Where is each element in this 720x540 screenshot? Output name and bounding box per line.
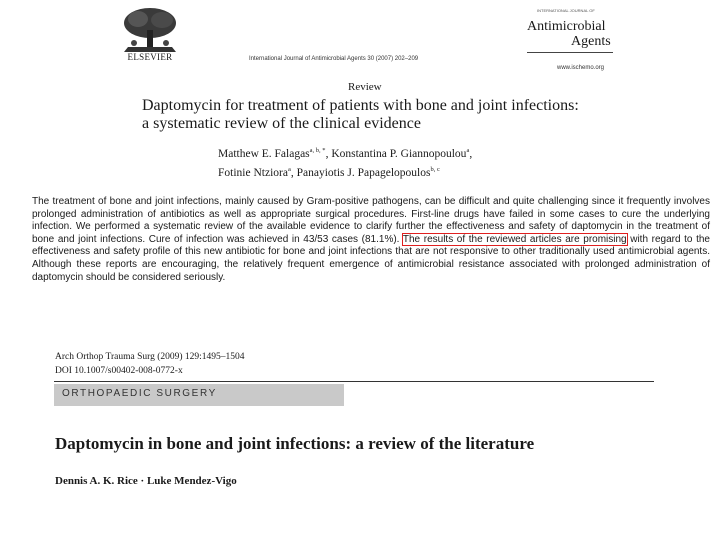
affiliation-mark: a, b, * bbox=[309, 147, 326, 154]
journal-citation: International Journal of Antimicrobial Agents 30 (2007) 202–209 bbox=[249, 56, 419, 62]
author-name: , Konstantina P. Giannopoulou bbox=[325, 147, 467, 160]
article-title-line1: Daptomycin for treatment of patients with bone and joint infections: bbox=[142, 97, 579, 114]
author-name: , Panayiotis J. Papagelopoulos bbox=[290, 166, 431, 179]
author-list bbox=[218, 143, 472, 181]
affiliation-mark: b, c bbox=[430, 165, 440, 173]
journal-masthead-line1: Antimicrobial bbox=[527, 19, 606, 34]
highlighted-phrase: The results of the reviewed articles are promising bbox=[402, 233, 627, 245]
publisher-name: ELSEVIER bbox=[127, 52, 173, 62]
second-article-doi: DOI 10.1007/s00402-008-0772-x bbox=[55, 366, 183, 376]
journal-website: www.ischemo.org bbox=[557, 65, 605, 71]
affiliation-mark: a bbox=[287, 165, 291, 173]
abstract-part1: The treatment of bone and joint infections, mainly caused by Gram-positive pathogens, can be difficult and quite challenging since it frequently involves prolonged administration of antibiotics as well as appropriate surgical procedures. First-line drugs have failed in some cases to cure the underlying infection. We performed a systematic review of the available evidence to clarify further the effectiveness and safety of daptomycin in the treatment of bone and joint infections. Cure of infection was achieved in 43/53 cases (81.1%). bbox=[32, 196, 710, 245]
article-title bbox=[142, 97, 579, 133]
article-title-line2: a systematic review of the clinical evidence bbox=[142, 115, 421, 132]
author-name: Matthew E. Falagas bbox=[218, 147, 310, 160]
abstract-part2: with regard to the effectiveness and safety profile of this new antibiotic for bone and joint infections that are not responsive to other traditionally used antimicrobial agents. Although these reports are encouraging, the relatively frequent emergence of antimicrobial resistance associated with prolonged administration of daptomycin should be considered seriously. bbox=[32, 233, 710, 283]
journal-masthead-line2: Agents bbox=[571, 34, 611, 49]
author-name: Fotinie Ntziora bbox=[218, 166, 288, 179]
second-article-authors: Dennis A. K. Rice · Luke Mendez-Vigo bbox=[55, 475, 237, 487]
abstract-text bbox=[32, 196, 710, 284]
section-banner-label: ORTHOPAEDIC SURGERY bbox=[62, 388, 217, 399]
article-type: Review bbox=[348, 81, 382, 93]
author-line2 bbox=[218, 162, 472, 181]
author-line1: Matthew E. Falagas$^{a, b, *}$, Konstantina P. Giannopoulou$^a$, bbox=[218, 147, 473, 160]
elsevier-tree-logo bbox=[120, 6, 180, 54]
second-article-citation: Arch Orthop Trauma Surg (2009) 129:1495–1504 bbox=[55, 352, 245, 362]
section-divider bbox=[54, 381, 654, 382]
masthead-divider bbox=[527, 52, 613, 53]
second-article-title: Daptomycin in bone and joint infections: a review of the literature bbox=[55, 434, 535, 453]
affiliation-mark: a bbox=[466, 147, 470, 154]
journal-masthead-small: INTERNATIONAL JOURNAL OF bbox=[537, 8, 595, 13]
